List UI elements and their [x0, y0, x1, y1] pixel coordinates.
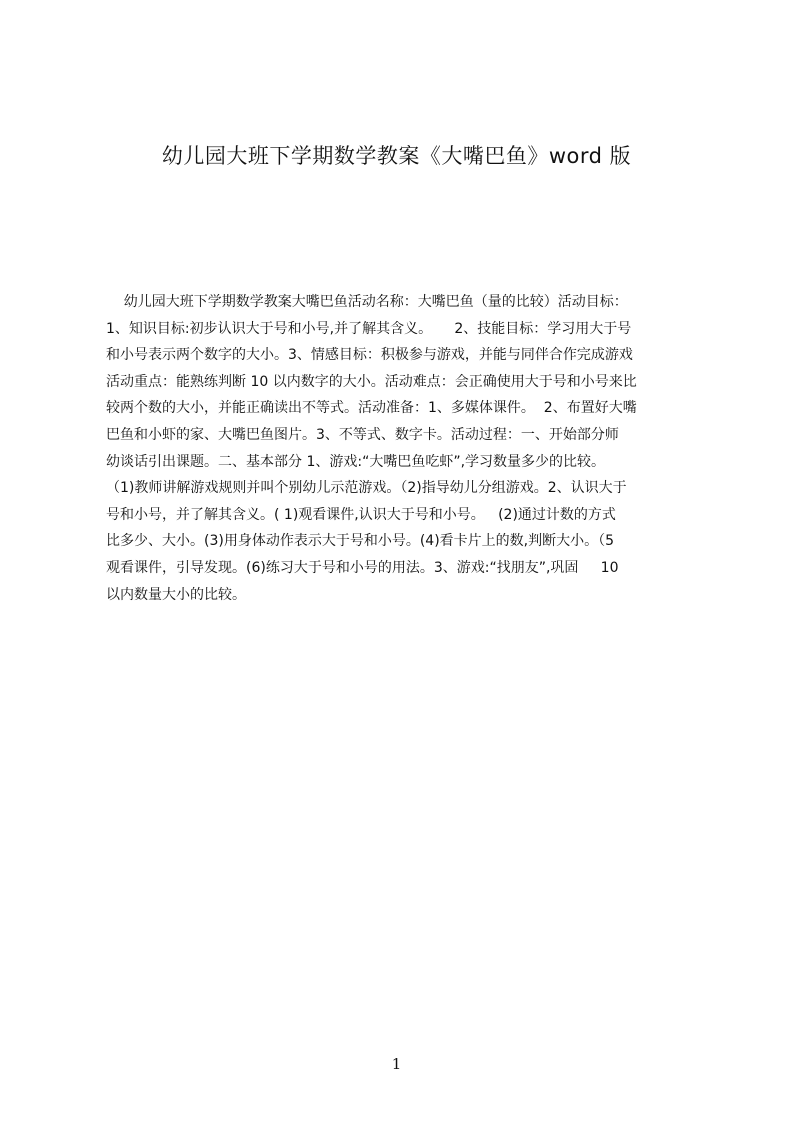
body-line: （1)教师讲解游戏规则并叫个别幼儿示范游戏。（2)指导幼儿分组游戏。2、认识大于 [106, 480, 627, 497]
body-line: 较两个数的大小，并能正确读出不等式。活动准备：1、多媒体课件。 2、布置好大嘴 [106, 400, 637, 417]
body-line: 号和小号，并了解其含义。( 1)观看课件,认识大于号和小号。 (2)通过计数的方式 [106, 506, 616, 523]
body-line: 幼儿园大班下学期数学教案大嘴巴鱼活动名称：大嘴巴鱼（量的比较）活动目标： [106, 294, 628, 310]
body-line: 以内数量大小的比较。 [106, 586, 246, 603]
body-line: 活动重点：能熟练判断 10 以内数字的大小。活动难点：会正确使用大于号和小号来比 [106, 373, 637, 390]
page-number: 1 [391, 1055, 402, 1073]
body-line: 幼谈话引出课题。二、基本部分 1、游戏:“大嘴巴鱼吃虾”,学习数量多少的比较。 [106, 453, 606, 470]
body-line: 比多少、大小。(3)用身体动作表示大于号和小号。(4)看卡片上的数,判断大小。（5 [106, 533, 615, 550]
document-body [106, 289, 698, 609]
body-line: 和小号表示两个数字的大小。3、情感目标：积极参与游戏，并能与同伴合作完成游戏 [106, 347, 633, 364]
body-line: 1、知识目标:初步认识大于号和小号,并了解其含义。 2、技能目标：学习用大于号 [106, 320, 632, 337]
document-title: 幼儿园大班下学期数学教案《大嘴巴鱼》word 版 [161, 144, 632, 168]
body-line: 巴鱼和小虾的家、大嘴巴鱼图片。3、不等式、数字卡。活动过程：一、开始部分师 [106, 426, 619, 443]
body-line: 观看课件，引导发现。(6)练习大于号和小号的用法。3、游戏:“找朋友”,巩固 10 [106, 559, 619, 576]
